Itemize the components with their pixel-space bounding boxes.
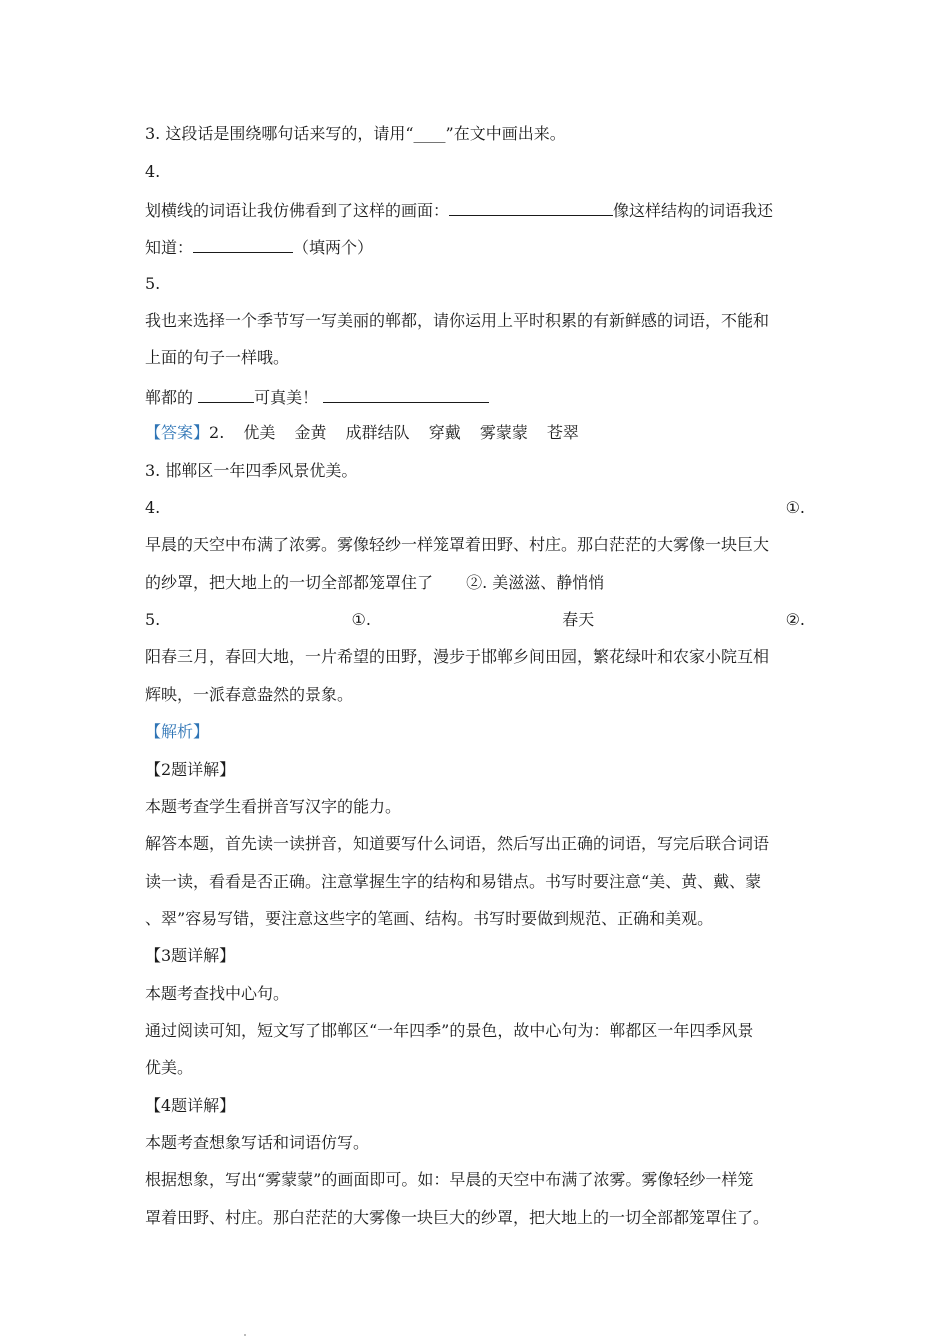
detail-2-paragraph-2-line-2: 读一读，看看是否正确。注意掌握生字的结构和易错点。书写时要注意“美、黄、戴、蒙 — [145, 872, 762, 891]
question-4-text-a: 划横线的词语让我仿佛看到了这样的画面： — [145, 201, 450, 220]
answer-word: 金黄 — [294, 423, 327, 442]
answer-word: 雾蒙蒙 — [479, 423, 528, 442]
answer-4-number: 4. — [145, 498, 161, 517]
question-4-line-1 — [145, 199, 805, 221]
answer-blank[interactable] — [449, 199, 613, 216]
answer-word: 穿戴 — [428, 423, 461, 442]
answer-4-header — [145, 498, 805, 518]
question-3 — [145, 124, 805, 144]
answer-section — [145, 423, 805, 443]
detail-2-title: 【2题详解】 — [145, 760, 236, 779]
answer-tag: 【答案】 — [145, 423, 210, 442]
answer-intro: 2. — [209, 423, 225, 442]
detail-4-paragraph-2-line-2: 罩着田野、村庄。那白茫茫的大雾像一块巨大的纱罩，把大地上的一切全部都笼罩住了。 — [145, 1208, 770, 1227]
detail-3-title: 【3题详解】 — [145, 946, 236, 965]
answer-word: 苍翠 — [546, 423, 579, 442]
detail-4-paragraph-2-line-1: 根据想象，写出“雾蒙蒙”的画面即可。如：早晨的天空中布满了浓雾。雾像轻纱一样笼 — [145, 1170, 754, 1189]
answer-5-line-2: 辉映，一派春意盎然的景象。 — [145, 685, 354, 704]
question-5-line-1: 我也来选择一个季节写一写美丽的郸都，请你运用上平时积累的有新鲜感的词语，不能和 — [145, 311, 770, 330]
answer-4-mark-2: ②. — [466, 573, 488, 592]
question-5-number: 5. — [145, 274, 161, 293]
answer-3: 3. 邯郸区一年四季风景优美。 — [145, 461, 358, 480]
answer-word: 优美 — [243, 423, 276, 442]
detail-3-paragraph-2-line-2: 优美。 — [145, 1058, 194, 1077]
answer-4-words: 美滋滋、静悄悄 — [492, 573, 605, 592]
answer-4-line-1: 早晨的天空中布满了浓雾。雾像轻纱一样笼罩着田野、村庄。那白茫茫的大雾像一块巨大 — [145, 535, 770, 554]
question-4-text-b: 像这样结构的词语我还 — [613, 201, 774, 220]
answer-5-header — [145, 610, 805, 630]
page-mark — [244, 1334, 246, 1336]
answer-blank[interactable] — [193, 236, 293, 253]
answer-4-text: 的纱罩，把大地上的一切全部都笼罩住了 — [145, 573, 434, 592]
question-4-line-2 — [145, 236, 805, 258]
question-5-text-a: 郸都的 — [145, 388, 194, 407]
question-3-number: 3. — [145, 124, 161, 143]
detail-2-paragraph-2-line-3: 、翠”容易写错，要注意这些字的笔画、结构。书写时要做到规范、正确和美观。 — [145, 909, 714, 928]
question-5-text-b: 可真美！ — [254, 388, 319, 407]
detail-4-paragraph-1: 本题考查想象写话和词语仿写。 — [145, 1133, 370, 1152]
detail-2-paragraph-1: 本题考查学生看拼音写汉字的能力。 — [145, 797, 402, 816]
question-4-text-c: 知道： — [145, 238, 194, 257]
answer-blank[interactable] — [198, 386, 254, 403]
answer-5-mark-1: ①. — [351, 610, 371, 629]
answer-4-line-2 — [145, 573, 805, 593]
answer-5-number: 5. — [145, 610, 161, 629]
detail-3-paragraph-2-line-1: 通过阅读可知，短文写了邯郸区“一年四季”的景色，故中心句为：郸都区一年四季风景 — [145, 1021, 754, 1040]
question-3-text: 这段话是围绕哪句话来写的，请用“____”在文中画出来。 — [165, 124, 566, 143]
analysis-tag: 【解析】 — [145, 722, 210, 741]
detail-3-paragraph-1: 本题考查找中心句。 — [145, 984, 290, 1003]
answer-4-mark-1: ①. — [785, 498, 805, 517]
answer-word: 成群结队 — [345, 423, 410, 442]
question-4-number: 4. — [145, 162, 161, 181]
question-5-line-2: 上面的句子一样哦。 — [145, 348, 290, 367]
detail-4-title: 【4题详解】 — [145, 1096, 236, 1115]
detail-2-paragraph-2-line-1: 解答本题，首先读一读拼音，知道要写什么词语，然后写出正确的词语，写完后联合词语 — [145, 834, 770, 853]
answer-5-mark-2: ②. — [785, 610, 805, 629]
question-5-line-3 — [145, 386, 805, 408]
question-4-text-d: （填两个） — [293, 238, 374, 257]
answer-blank[interactable] — [323, 386, 489, 403]
answer-5-word: 春天 — [562, 610, 595, 629]
answer-5-line-1: 阳春三月，春回大地，一片希望的田野，漫步于邯郸乡间田园，繁花绿叶和农家小院互相 — [145, 647, 770, 666]
